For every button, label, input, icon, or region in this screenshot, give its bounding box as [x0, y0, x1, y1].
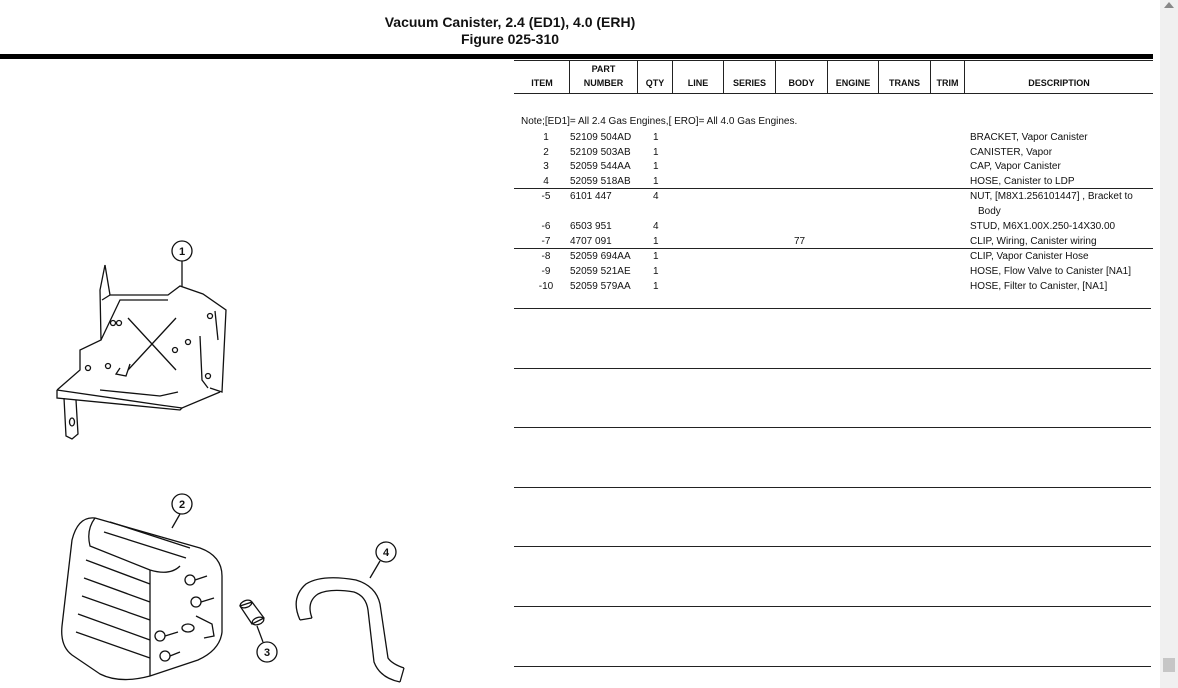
row-description: CLIP, Vapor Canister Hose — [970, 251, 1089, 262]
empty-row-rule — [514, 308, 1151, 309]
row-description: CAP, Vapor Canister — [970, 161, 1061, 172]
header-body — [776, 60, 827, 93]
table-row — [514, 145, 1153, 160]
row-description: HOSE, Canister to LDP — [970, 176, 1075, 187]
table-row — [514, 189, 1153, 219]
table-row — [514, 130, 1153, 145]
callout-4-label: 4 — [382, 547, 390, 559]
row-qty: 1 — [653, 161, 659, 172]
empty-row-rule — [514, 546, 1151, 547]
callout-2-label: 2 — [178, 499, 186, 511]
row-part-number: 52059 544AA — [570, 161, 631, 172]
row-qty: 4 — [653, 221, 659, 232]
row-item: 2 — [543, 147, 549, 158]
row-item: -5 — [541, 191, 551, 202]
vertical-scrollbar[interactable] — [1160, 0, 1178, 688]
row-qty: 4 — [653, 191, 659, 202]
callout-2 — [172, 494, 192, 528]
row-item: 3 — [543, 161, 549, 172]
callout-1-label: 1 — [178, 246, 186, 258]
empty-row-rule — [514, 487, 1151, 488]
header-item — [514, 60, 570, 93]
row-qty: 1 — [653, 147, 659, 158]
row-item: -7 — [541, 236, 551, 247]
callout-4 — [370, 542, 396, 578]
scroll-up-arrow-icon[interactable] — [1164, 2, 1174, 8]
header-body-label: BODY — [788, 78, 815, 88]
header-engine — [828, 60, 878, 93]
header-series-label: SERIES — [732, 78, 766, 88]
row-qty: 1 — [653, 132, 659, 143]
table-row — [514, 159, 1153, 174]
empty-row-rule — [514, 427, 1151, 428]
header-trim-label: TRIM — [936, 78, 959, 88]
page-title: Vacuum Canister, 2.4 (ED1), 4.0 (ERH) — [384, 14, 636, 30]
engine-note: Note;[ED1]= All 2.4 Gas Engines,[ ERO]= All 4.0 Gas Engines. — [521, 116, 798, 127]
title-rule — [0, 54, 1153, 59]
row-description: NUT, [M8X1.256101447] , Bracket to — [970, 191, 1133, 202]
hose-drawing — [296, 578, 404, 682]
cap-drawing — [239, 599, 265, 642]
row-qty: 1 — [653, 251, 659, 262]
row-description: HOSE, Filter to Canister, [NA1] — [970, 281, 1108, 292]
header-item-label: ITEM — [531, 78, 553, 88]
parts-illustration — [0, 230, 500, 688]
header-line — [673, 60, 723, 93]
row-item: -8 — [541, 251, 551, 262]
canister-drawing — [62, 518, 222, 680]
row-qty: 1 — [653, 176, 659, 187]
row-qty: 1 — [653, 266, 659, 277]
header-part-number — [570, 60, 637, 93]
header-trans — [879, 60, 930, 93]
table-row — [514, 219, 1153, 234]
row-qty: 1 — [653, 236, 659, 247]
bracket-drawing — [57, 265, 226, 439]
row-description: CANISTER, Vapor — [970, 147, 1053, 158]
row-description-continued: Body — [978, 206, 1001, 217]
row-qty: 1 — [653, 281, 659, 292]
empty-row-rule — [514, 368, 1151, 369]
row-item: -6 — [541, 221, 551, 232]
header-qty — [638, 60, 672, 93]
table-row — [514, 264, 1153, 279]
header-number-label: NUMBER — [583, 78, 624, 88]
table-row — [514, 174, 1153, 189]
row-body: 77 — [794, 236, 806, 247]
header-engine-label: ENGINE — [835, 78, 871, 88]
row-part-number: 4707 091 — [570, 236, 612, 247]
row-part-number: 6101 447 — [570, 191, 612, 202]
row-item: -9 — [541, 266, 551, 277]
header-bottom-rule — [514, 93, 1153, 94]
header-description-label: DESCRIPTION — [1028, 78, 1090, 88]
row-part-number: 52059 518AB — [570, 176, 631, 187]
figure-number: Figure 025-310 — [460, 31, 560, 47]
table-row — [514, 279, 1153, 294]
header-qty-label: QTY — [645, 78, 665, 88]
callout-3 — [257, 642, 277, 662]
row-part-number: 52109 504AD — [570, 132, 632, 143]
row-part-number: 52109 503AB — [570, 147, 631, 158]
row-item: 4 — [543, 176, 549, 187]
row-description: BRACKET, Vapor Canister — [970, 132, 1088, 143]
table-row — [514, 249, 1153, 264]
row-description: CLIP, Wiring, Canister wiring — [970, 236, 1097, 247]
row-part-number: 6503 951 — [570, 221, 612, 232]
header-description — [965, 60, 1153, 93]
empty-row-rule — [514, 606, 1151, 607]
header-line-label: LINE — [687, 78, 709, 88]
row-part-number: 52059 579AA — [570, 281, 631, 292]
header-trans-label: TRANS — [889, 78, 920, 88]
row-item: -10 — [538, 281, 554, 292]
header-trim — [931, 60, 964, 93]
table-row — [514, 234, 1153, 249]
callout-1 — [172, 241, 192, 287]
row-part-number: 52059 694AA — [570, 251, 631, 262]
empty-row-rule — [514, 666, 1151, 667]
scrollbar-thumb[interactable] — [1163, 658, 1175, 672]
row-part-number: 52059 521AE — [570, 266, 631, 277]
header-part-label: PART — [591, 64, 616, 74]
row-description: STUD, M6X1.00X.250-14X30.00 — [970, 221, 1116, 232]
row-item: 1 — [543, 132, 549, 143]
callout-3-label: 3 — [263, 647, 271, 659]
row-description: HOSE, Flow Valve to Canister [NA1] — [970, 266, 1131, 277]
header-series — [724, 60, 775, 93]
